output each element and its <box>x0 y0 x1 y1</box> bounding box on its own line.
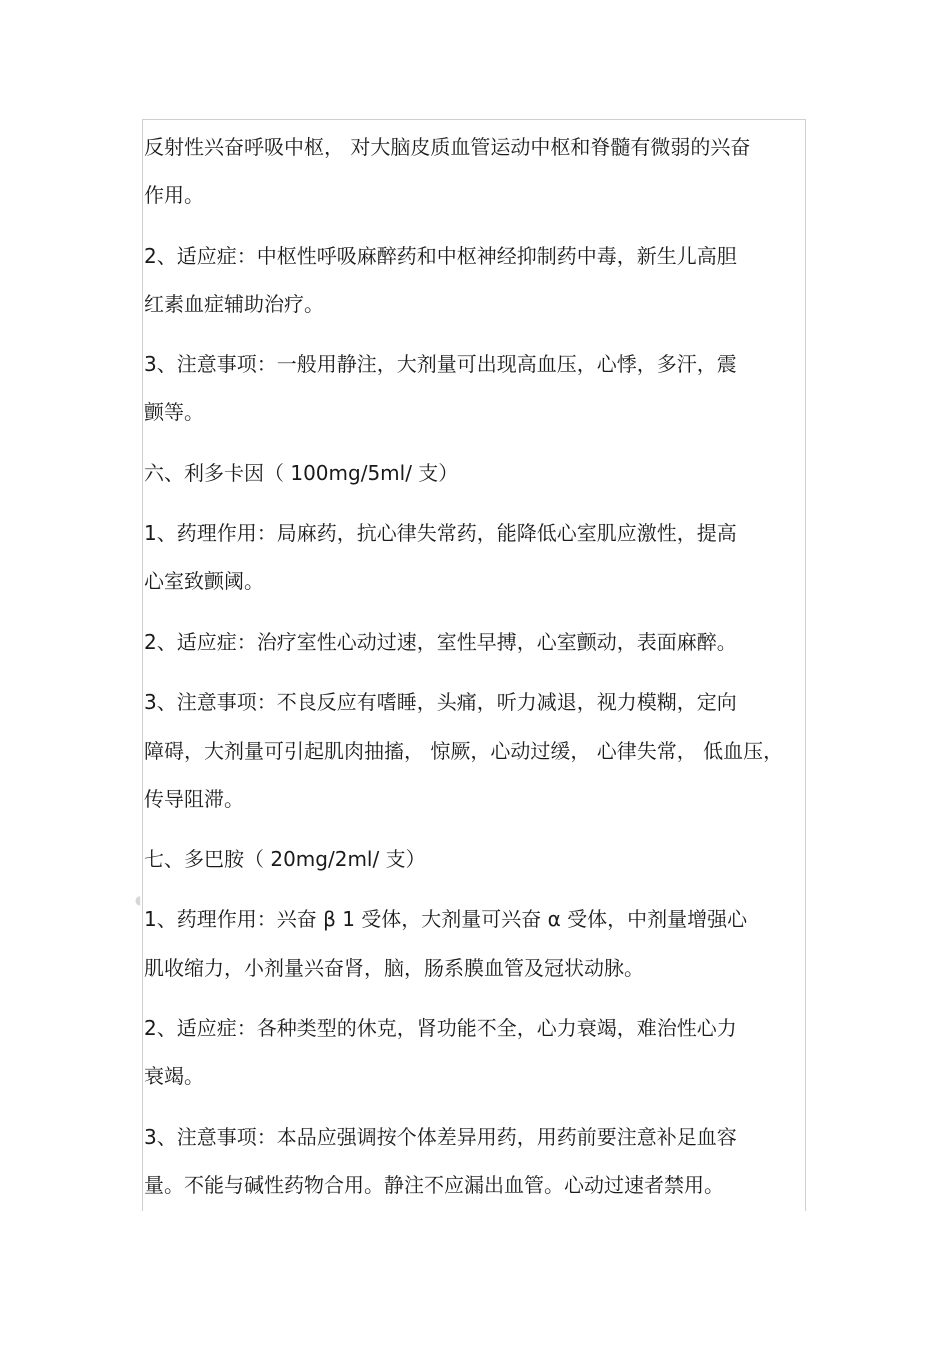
section-heading-lidocaine: 六、利多卡因（ 100mg/5ml/ 支） <box>144 461 459 485</box>
text-line-5: 3、注意事项：一般用静注，大剂量可出现高血压，心悸，多汗，震 <box>144 352 737 376</box>
text-line-13: 传导阻滞。 <box>144 787 244 811</box>
section-heading-dopamine: 七、多巴胺（ 20mg/2ml/ 支） <box>144 847 426 871</box>
text-line-17: 2、适应症：各种类型的休克，肾功能不全，心力衰竭，难治性心力 <box>144 1016 737 1040</box>
text-line-20: 量。不能与碱性药物合用。静注不应漏出血管。心动过速者禁用。 <box>144 1173 724 1197</box>
margin-mark: ◖ <box>135 893 142 907</box>
text-line-15: 1、药理作用：兴奋 β 1 受体，大剂量可兴奋 α 受体，中剂量增强心 <box>144 907 748 931</box>
text-line-19: 3、注意事项：本品应强调按个体差异用药，用药前要注意补足血容 <box>144 1125 737 1149</box>
text-line-3: 2、适应症：中枢性呼吸麻醉药和中枢神经抑制药中毒，新生儿高胆 <box>144 244 737 268</box>
text-line-1: 反射性兴奋呼吸中枢， 对大脑皮质血管运动中枢和脊髓有微弱的兴奋 <box>144 135 751 159</box>
text-line-2: 作用。 <box>144 183 204 207</box>
text-line-16: 肌收缩力，小剂量兴奋肾，脑，肠系膜血管及冠状动脉。 <box>144 956 644 980</box>
text-line-10: 2、适应症：治疗室性心动过速，室性早搏，心室颤动，表面麻醉。 <box>144 630 737 654</box>
text-line-9: 心室致颤阈。 <box>144 569 264 593</box>
text-line-11: 3、注意事项：不良反应有嗜睡，头痛，听力减退，视力模糊，定向 <box>144 690 737 714</box>
text-line-8: 1、药理作用：局麻药，抗心律失常药，能降低心室肌应激性，提高 <box>144 521 737 545</box>
text-line-6: 颤等。 <box>144 400 204 424</box>
page-frame <box>142 119 806 1211</box>
text-line-4: 红素血症辅助治疗。 <box>144 292 324 316</box>
text-line-12: 障碍，大剂量可引起肌肉抽搐， 惊厥，心动过缓， 心律失常， 低血压， <box>144 739 784 763</box>
text-line-18: 衰竭。 <box>144 1064 204 1088</box>
